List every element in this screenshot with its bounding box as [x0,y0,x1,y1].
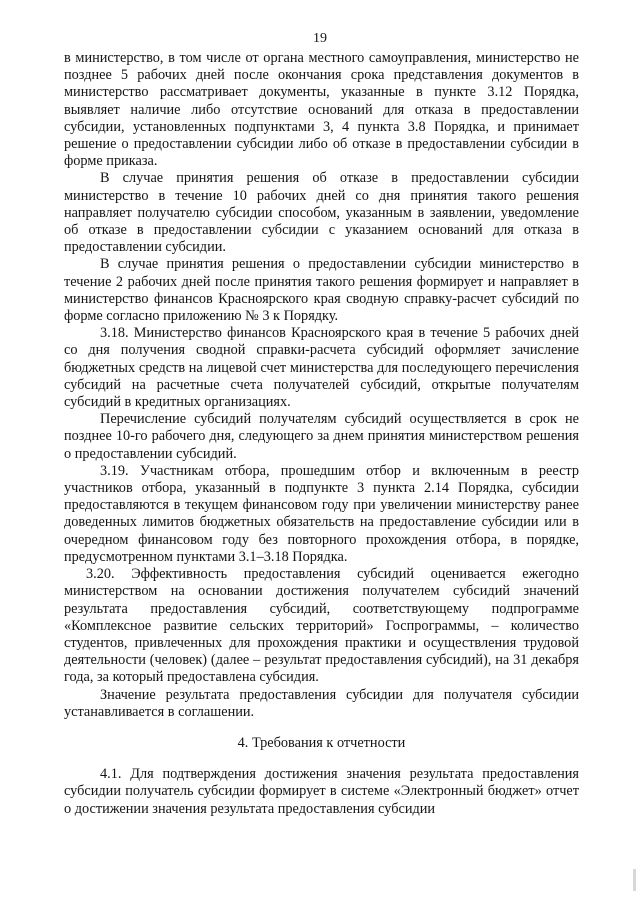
page-number: 19 [313,31,327,46]
scan-edge-mark [633,869,636,891]
section-heading: 4. Требования к отчетности [237,734,406,751]
paragraph-result-value: Значение результата предоставления субсидии для получателя субсидии устанавливается в соглашении. [64,686,579,720]
paragraph-4-1: 4.1. Для подтверждения достижения значения результата предоставления субсидии получатель субсидии формирует в системе «Электронный бюджет» отчет о достижении значения результата предоставления субсидии [64,766,579,817]
paragraph-3-19: 3.19. Участникам отбора, прошедшим отбор и включенным в реестр участников отбора, указанный в подпункте 3 пункта 2.14 Порядка, субсидии предоставляются в текущем финансовом году при увеличении министерству ранее доведенных лимитов бюджетных обязательств на предоставление субсидии или в очередном финансовом году без повторного прохождения отбора, в порядке, предусмотренном пунктами 3.1–3.18 Порядка. [64,462,579,565]
paragraph-refusal: В случае принятия решения об отказе в предоставлении субсидии министерство в течение 10 рабочих дней со дня принятия такого решения направляет получателю субсидии способом, указанным в заявлении, уведомление об отказе в предоставлении субсидии с указанием оснований для отказа в предоставлении субсидии. [64,170,579,256]
document-body [64,50,579,818]
paragraph-3-18: 3.18. Министерство финансов Красноярского края в течение 5 рабочих дней со дня получения сводной справки-расчета субсидий оформляет зачисление бюджетных средств на лицевой счет министерства для последующего перечисления субсидий на расчетные счета получателей субсидий, открытые получателям субсидий в кредитных организациях. [64,325,579,411]
paragraph-continuation: в министерство, в том числе от органа местного самоуправления, министерство не позднее 5 рабочих дней после окончания срока представления документов в министерство рассматривает документы, указанные в пункте 3.12 Порядка, выявляет наличие либо отсутствие оснований для отказа в предоставлении субсидии, установленных подпунктами 3, 4 пункта 3.8 Порядка, и принимает решение о предоставлении субсидии либо об отказе в предоставлении субсидии в форме приказа. [64,50,579,170]
paragraph-approval: В случае принятия решения о предоставлении субсидии министерство в течение 2 рабочих дней после принятия такого решения формирует и направляет в министерство финансов Красноярского края сводную справку-расчет субсидий по форме согласно приложению № 3 к Порядку. [64,256,579,325]
paragraph-3-20: 3.20. Эффективность предоставления субсидий оценивается ежегодно министерством на основании достижения получателем субсидий значений результата предоставления субсидий, соответствующему подпрограмме «Комплексное развитие сельских территорий» Госпрограммы, – количество студентов, привлеченных для прохождения практики и осуществления трудовой деятельности (человек) (далее – результат предоставления субсидий), на 31 декабря года, за который предоставлена субсидия. [64,566,579,686]
paragraph-transfer-deadline: Перечисление субсидий получателям субсидий осуществляется в срок не позднее 10-го рабочего дня, следующего за днем принятия министерством решения о предоставлении субсидий. [64,411,579,462]
